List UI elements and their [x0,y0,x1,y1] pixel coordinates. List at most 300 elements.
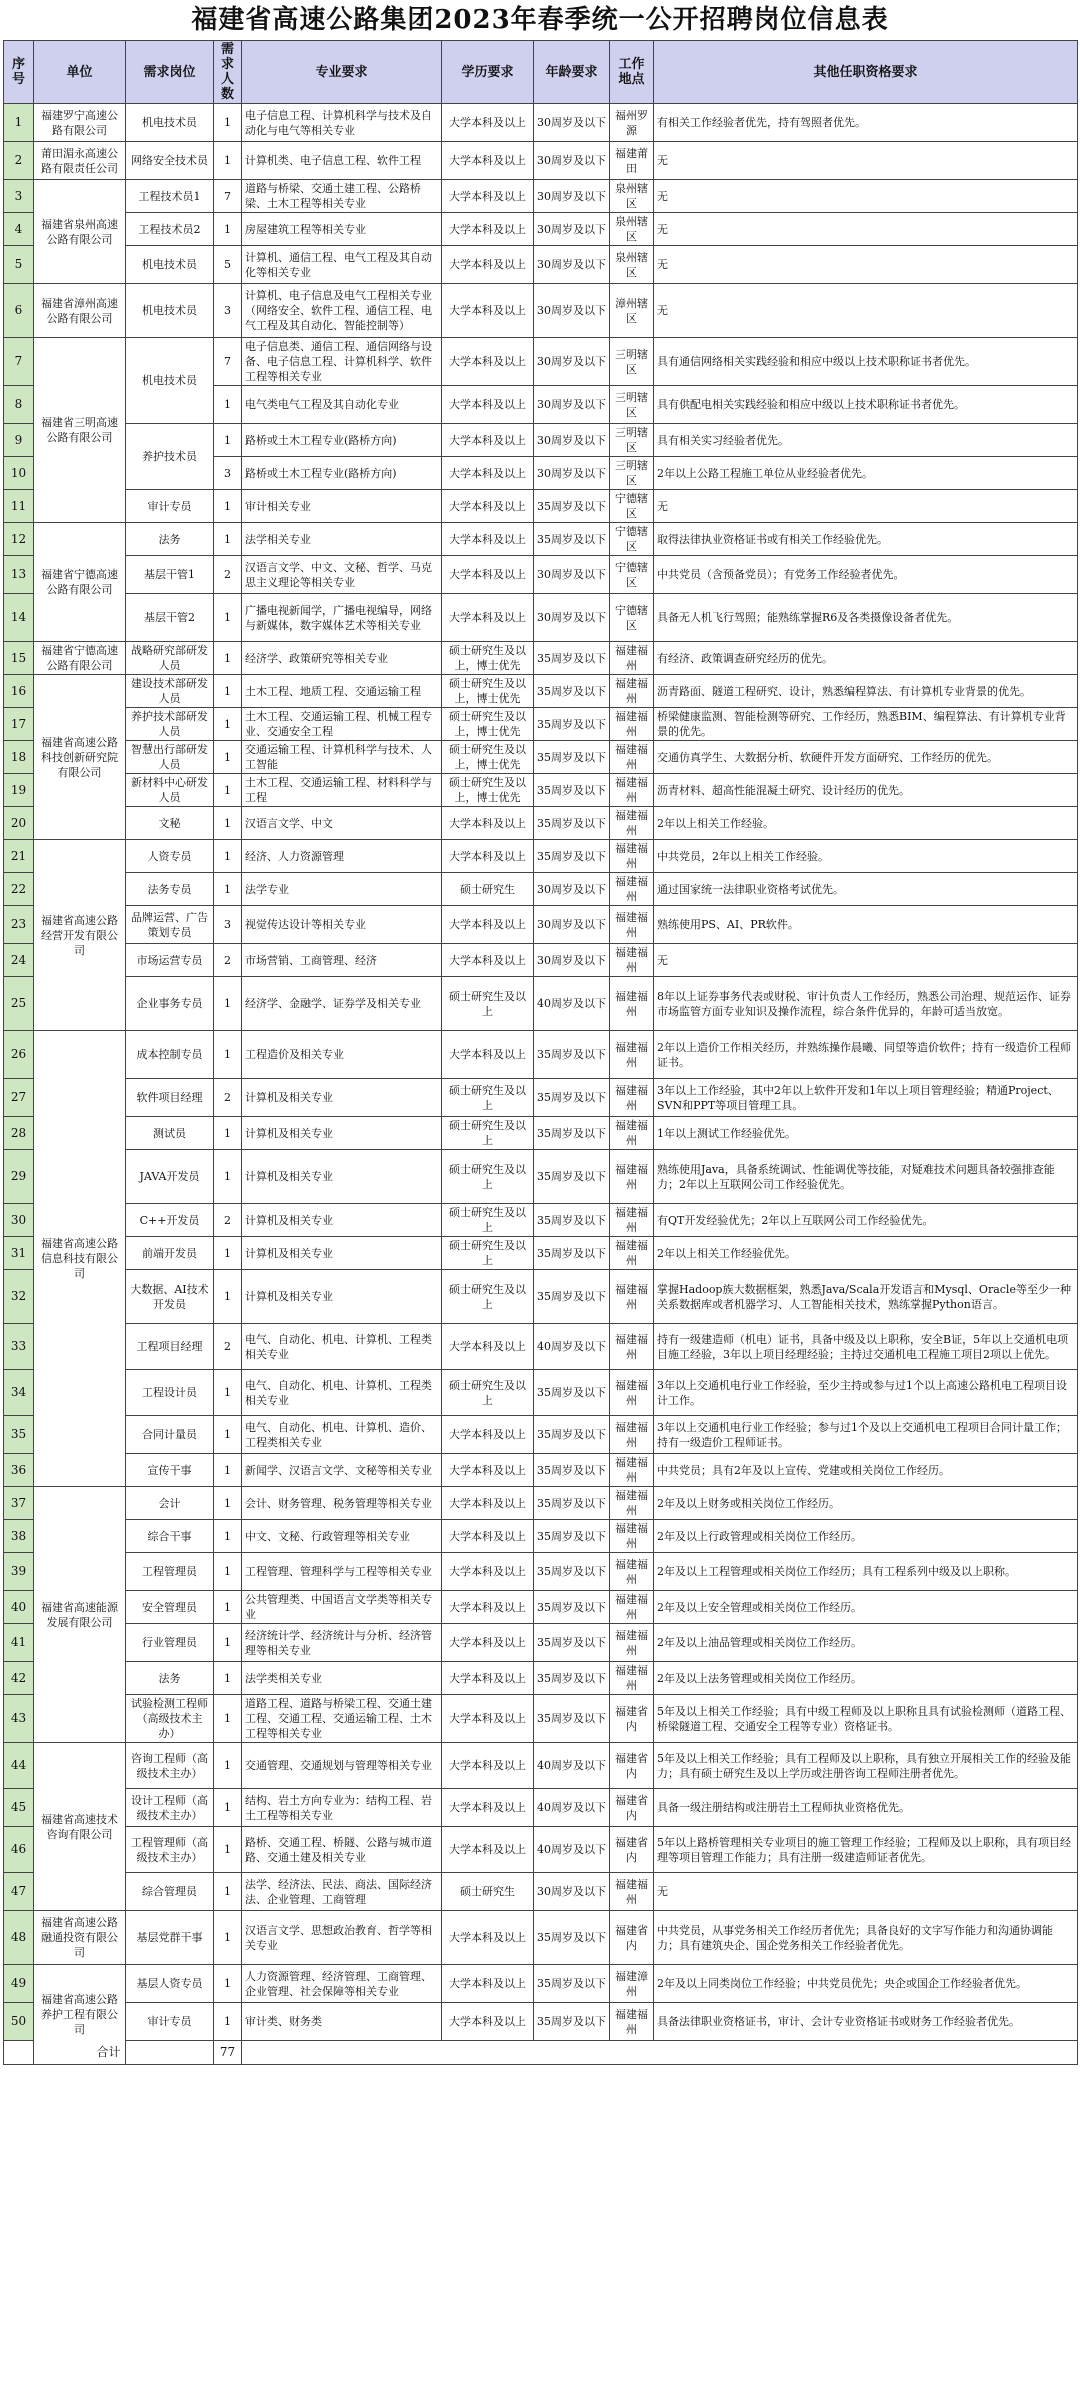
post-cell: 法务 [126,1662,214,1695]
other-requirements-cell: 2年及以上财务或相关岗位工作经历。 [654,1487,1078,1520]
other-requirements-cell: 具有相关实习经验者优先。 [654,424,1078,457]
count-cell: 1 [214,708,242,741]
row-number-cell: 2 [4,142,34,180]
row-number-cell: 8 [4,386,34,424]
major-cell: 电子信息工程、计算机科学与技术及自动化与电气等相关专业 [242,104,442,142]
location-cell: 福建省内 [610,1695,654,1743]
table-row [4,523,1078,556]
table-row [4,424,1078,457]
other-requirements-cell: 2年及以上行政管理或相关岗位工作经历。 [654,1520,1078,1553]
post-cell: C++开发员 [126,1204,214,1237]
row-number-cell: 36 [4,1454,34,1487]
count-cell: 1 [214,1965,242,2003]
other-requirements-cell: 沥青路面、隧道工程研究、设计，熟悉编程算法、有计算机专业背景的优先。 [654,675,1078,708]
other-requirements-cell: 无 [654,284,1078,338]
table-row [4,1873,1078,1911]
table-row [4,594,1078,642]
major-cell: 土木工程、交通运输工程、机械工程专业、交通安全工程 [242,708,442,741]
education-cell: 大学本科及以上 [442,142,534,180]
location-cell: 三明辖区 [610,457,654,490]
major-cell: 计算机、通信工程、电气工程及其自动化等相关专业 [242,246,442,284]
education-cell: 硕士研究生及以上 [442,1370,534,1416]
other-requirements-cell: 2年及以上工程管理或相关岗位工作经历；具有工程系列中级及以上职称。 [654,1553,1078,1591]
post-cell: 软件项目经理 [126,1079,214,1117]
count-cell: 5 [214,246,242,284]
count-cell: 1 [214,1591,242,1624]
post-cell: 网络安全技术员 [126,142,214,180]
age-cell: 35周岁及以下 [534,1117,610,1150]
major-cell: 计算机类、电子信息工程、软件工程 [242,142,442,180]
location-cell: 宁德辖区 [610,490,654,523]
location-cell: 福建福州 [610,1237,654,1270]
location-cell: 福建福州 [610,675,654,708]
row-number-cell: 49 [4,1965,34,2003]
age-cell: 30周岁及以下 [534,338,610,386]
count-cell: 3 [214,284,242,338]
total-label-cell: 合计 [4,2041,214,2065]
location-cell: 福建福州 [610,774,654,807]
location-cell: 福建福州 [610,1553,654,1591]
other-requirements-cell: 交通仿真学生、大数据分析、软硬件开发方面研究、工作经历的优先。 [654,741,1078,774]
major-cell: 法学专业 [242,873,442,906]
table-header-row [4,41,1078,104]
major-cell: 广播电视新闻学，广播电视编导，网络与新媒体，数字媒体艺术等相关专业 [242,594,442,642]
age-cell: 40周岁及以下 [534,977,610,1031]
table-row [4,741,1078,774]
post-cell: 战略研究部研发人员 [126,642,214,675]
unit-cell: 福建省高速公路信息科技有限公司 [34,1031,126,1487]
major-cell: 电气、自动化、机电、计算机、造价、工程类相关专业 [242,1416,442,1454]
unit-cell: 莆田湄永高速公路有限责任公司 [34,142,126,180]
major-cell: 法学相关专业 [242,523,442,556]
table-row [4,807,1078,840]
table-row [4,1370,1078,1416]
other-requirements-cell: 无 [654,246,1078,284]
row-number-cell: 45 [4,1789,34,1827]
post-cell: 品牌运营、广告策划专员 [126,906,214,944]
education-cell: 大学本科及以上 [442,284,534,338]
education-cell: 大学本科及以上 [442,556,534,594]
age-cell: 35周岁及以下 [534,1911,610,1965]
row-number-cell: 37 [4,1487,34,1520]
other-requirements-cell: 无 [654,213,1078,246]
row-number-cell: 30 [4,1204,34,1237]
major-cell: 法学类相关专业 [242,1662,442,1695]
other-requirements-cell: 5年以上路桥管理相关专业项目的施工管理工作经验；工程师及以上职称，具有项目经理等项目管理工作能力；具有注册一级建造师证者优先。 [654,1827,1078,1873]
post-cell: 智慧出行部研发人员 [126,741,214,774]
major-cell: 经济统计学、经济统计与分析、经济管理等相关专业 [242,1624,442,1662]
other-requirements-cell: 具有供配电相关实践经验和相应中级以上技术职称证书者优先。 [654,386,1078,424]
post-cell: 建设技术部研发人员 [126,675,214,708]
post-cell: 市场运营专员 [126,944,214,977]
other-requirements-cell: 沥青材料、超高性能混凝土研究、设计经历的优先。 [654,774,1078,807]
education-cell: 大学本科及以上 [442,1031,534,1079]
count-cell: 1 [214,213,242,246]
count-cell: 1 [214,1789,242,1827]
location-cell: 三明辖区 [610,386,654,424]
post-cell: 宣传干事 [126,1454,214,1487]
table-row [4,2003,1078,2041]
age-cell: 35周岁及以下 [534,1237,610,1270]
age-cell: 35周岁及以下 [534,1520,610,1553]
row-number-cell: 39 [4,1553,34,1591]
table-row [4,708,1078,741]
post-cell: 设计工程师（高级技术主办） [126,1789,214,1827]
education-cell: 大学本科及以上 [442,1454,534,1487]
education-cell: 硕士研究生及以上 [442,1237,534,1270]
major-cell: 工程造价及相关专业 [242,1031,442,1079]
table-row [4,1965,1078,2003]
major-cell: 新闻学、汉语言文学、文秘等相关专业 [242,1454,442,1487]
other-requirements-cell: 熟练使用Java，具备系统调试、性能调优等技能，对疑难技术问题具备较强排查能力；2年以上互联网公司工作经验优先。 [654,1150,1078,1204]
row-number-cell: 6 [4,284,34,338]
location-cell: 福建莆田 [610,142,654,180]
row-number-cell: 12 [4,523,34,556]
table-row [4,1031,1078,1079]
age-cell: 35周岁及以下 [534,741,610,774]
other-requirements-cell: 具备一级注册结构或注册岩土工程师执业资格优先。 [654,1789,1078,1827]
education-cell: 大学本科及以上 [442,213,534,246]
post-cell: 基层干管1 [126,556,214,594]
major-cell: 会计、财务管理、税务管理等相关专业 [242,1487,442,1520]
education-cell: 大学本科及以上 [442,1591,534,1624]
row-number-cell: 26 [4,1031,34,1079]
education-cell: 硕士研究生 [442,873,534,906]
row-number-cell: 28 [4,1117,34,1150]
post-cell: 大数据、AI技术开发员 [126,1270,214,1324]
education-cell: 大学本科及以上 [442,1695,534,1743]
post-cell: 法务专员 [126,873,214,906]
location-cell: 福建福州 [610,1150,654,1204]
post-cell: 测试员 [126,1117,214,1150]
count-cell: 1 [214,104,242,142]
other-requirements-cell: 1年以上测试工作经验优先。 [654,1117,1078,1150]
table-row [4,1624,1078,1662]
unit-cell: 福建省高速公路科技创新研究院有限公司 [34,675,126,840]
age-cell: 35周岁及以下 [534,1487,610,1520]
count-cell: 1 [214,424,242,457]
major-cell: 人力资源管理、经济管理、工商管理、企业管理、社会保障等相关专业 [242,1965,442,2003]
location-cell: 福建福州 [610,1624,654,1662]
row-number-cell: 47 [4,1873,34,1911]
major-cell: 汉语言文学、思想政治教育、哲学等相关专业 [242,1911,442,1965]
row-number-cell: 16 [4,675,34,708]
other-requirements-cell: 3年以上交通机电行业工作经验；参与过1个及以上交通机电工程项目合同计量工作；持有一级造价工程师证书。 [654,1416,1078,1454]
row-number-cell: 50 [4,2003,34,2041]
major-cell: 路桥或土木工程专业(路桥方向) [242,457,442,490]
unit-cell: 福建省宁德高速公路有限公司 [34,642,126,675]
table-row [4,1454,1078,1487]
table-row [4,1827,1078,1873]
education-cell: 大学本科及以上 [442,807,534,840]
education-cell: 大学本科及以上 [442,424,534,457]
age-cell: 35周岁及以下 [534,774,610,807]
age-cell: 30周岁及以下 [534,457,610,490]
row-number-cell: 21 [4,840,34,873]
major-cell: 汉语言文学、中文、文秘、哲学、马克思主义理论等相关专业 [242,556,442,594]
row-number-cell: 20 [4,807,34,840]
age-cell: 30周岁及以下 [534,246,610,284]
location-cell: 漳州辖区 [610,284,654,338]
other-requirements-cell: 2年以上相关工作经验优先。 [654,1237,1078,1270]
other-requirements-cell: 有QT开发经验优先；2年以上互联网公司工作经验优先。 [654,1204,1078,1237]
education-cell: 大学本科及以上 [442,944,534,977]
table-row [4,1520,1078,1553]
count-cell: 1 [214,774,242,807]
other-requirements-cell: 5年及以上相关工作经验；具有中级工程师及以上职称且具有试验检测师（道路工程、桥梁隧道工程、交通安全工程等专业）资格证书。 [654,1695,1078,1743]
location-cell: 泉州辖区 [610,246,654,284]
age-cell: 30周岁及以下 [534,556,610,594]
count-cell: 1 [214,1520,242,1553]
other-requirements-cell: 有相关工作经验者优先，持有驾照者优先。 [654,104,1078,142]
count-cell: 2 [214,1324,242,1370]
count-cell: 1 [214,1743,242,1789]
count-cell: 1 [214,1827,242,1873]
other-requirements-cell: 2年以上公路工程施工单位从业经验者优先。 [654,457,1078,490]
table-row [4,1789,1078,1827]
count-cell: 1 [214,1695,242,1743]
age-cell: 35周岁及以下 [534,1416,610,1454]
location-cell: 福建福州 [610,708,654,741]
major-cell: 结构、岩土方向专业为：结构工程、岩土工程等相关专业 [242,1789,442,1827]
age-cell: 35周岁及以下 [534,1031,610,1079]
total-value-cell: 77 [214,2041,242,2065]
page-title: 福建省高速公路集团2023年春季统一公开招聘岗位信息表 [191,5,889,35]
table-row [4,104,1078,142]
post-cell: 试验检测工程师（高级技术主办） [126,1695,214,1743]
location-cell: 福州罗源 [610,104,654,142]
other-requirements-cell: 2年及以上同类岗位工作经验；中共党员优先；央企或国企工作经验者优先。 [654,1965,1078,2003]
table-row [4,1553,1078,1591]
other-requirements-cell: 2年及以上油品管理或相关岗位工作经历。 [654,1624,1078,1662]
location-cell: 福建福州 [610,807,654,840]
education-cell: 大学本科及以上 [442,104,534,142]
age-cell: 35周岁及以下 [534,1553,610,1591]
major-cell: 电子信息类、通信工程、通信网络与设备、电子信息工程、计算机科学、软件工程等相关专业 [242,338,442,386]
count-cell: 7 [214,338,242,386]
row-number-cell: 15 [4,642,34,675]
post-cell: 基层干管2 [126,594,214,642]
count-cell: 1 [214,1031,242,1079]
major-cell: 计算机及相关专业 [242,1204,442,1237]
other-requirements-cell: 8年以上证券事务代表或财税、审计负责人工作经历，熟悉公司治理、规范运作、证券市场监管方面专业知识及操作流程，综合条件优异的，年龄可适当放宽。 [654,977,1078,1031]
unit-cell: 福建省高速公路经营开发有限公司 [34,840,126,1031]
unit-cell: 福建省高速技术咨询有限公司 [34,1743,126,1911]
major-cell: 经济学、政策研究等相关专业 [242,642,442,675]
table-row [4,642,1078,675]
major-cell: 交通管理、交通规划与管理等相关专业 [242,1743,442,1789]
age-cell: 30周岁及以下 [534,873,610,906]
major-cell: 计算机及相关专业 [242,1150,442,1204]
education-cell: 硕士研究生及以上 [442,1117,534,1150]
major-cell: 市场营销、工商管理、经济 [242,944,442,977]
table-row [4,180,1078,213]
count-cell: 1 [214,1270,242,1324]
table-row [4,944,1078,977]
location-cell: 福建福州 [610,906,654,944]
recruitment-table [3,40,1078,2065]
count-cell: 1 [214,1487,242,1520]
unit-cell: 福建省漳州高速公路有限公司 [34,284,126,338]
row-number-cell: 48 [4,1911,34,1965]
age-cell: 35周岁及以下 [534,1624,610,1662]
age-cell: 35周岁及以下 [534,840,610,873]
age-cell: 35周岁及以下 [534,1454,610,1487]
header-cell: 其他任职资格要求 [654,41,1078,104]
major-cell: 工程管理、管理科学与工程等相关专业 [242,1553,442,1591]
table-row [4,1079,1078,1117]
post-cell: 工程技术员1 [126,180,214,213]
post-cell: 机电技术员 [126,338,214,424]
education-cell: 硕士研究生及以上 [442,1079,534,1117]
header-cell: 需求人数 [214,41,242,104]
total-row [4,2041,1078,2065]
age-cell: 35周岁及以下 [534,807,610,840]
count-cell: 1 [214,1873,242,1911]
row-number-cell: 38 [4,1520,34,1553]
location-cell: 福建福州 [610,1416,654,1454]
location-cell: 福建福州 [610,1520,654,1553]
unit-cell: 福建罗宁高速公路有限公司 [34,104,126,142]
other-requirements-cell: 无 [654,180,1078,213]
table-row [4,675,1078,708]
row-number-cell: 27 [4,1079,34,1117]
education-cell: 硕士研究生及以上，博士优先 [442,741,534,774]
other-requirements-cell: 2年以上造价工作相关经历，并熟练操作晨曦、同望等造价软件；持有一级造价工程师证书。 [654,1031,1078,1079]
location-cell: 宁德辖区 [610,523,654,556]
table-row [4,142,1078,180]
age-cell: 30周岁及以下 [534,424,610,457]
education-cell: 大学本科及以上 [442,1911,534,1965]
table-row [4,774,1078,807]
total-empty-cell [242,2041,1078,2065]
count-cell: 1 [214,642,242,675]
row-number-cell: 35 [4,1416,34,1454]
count-cell: 2 [214,944,242,977]
location-cell: 福建省内 [610,1827,654,1873]
location-cell: 福建福州 [610,1873,654,1911]
major-cell: 路桥、交通工程、桥隧、公路与城市道路、交通土建及相关专业 [242,1827,442,1873]
education-cell: 硕士研究生及以上 [442,977,534,1031]
table-row [4,213,1078,246]
education-cell: 大学本科及以上 [442,490,534,523]
major-cell: 路桥或土木工程专业(路桥方向) [242,424,442,457]
count-cell: 2 [214,1204,242,1237]
post-cell: 行业管理员 [126,1624,214,1662]
age-cell: 35周岁及以下 [534,523,610,556]
major-cell: 法学、经济法、民法、商法、国际经济法、企业管理、工商管理 [242,1873,442,1911]
location-cell: 福建福州 [610,873,654,906]
age-cell: 30周岁及以下 [534,213,610,246]
post-cell: 合同计量员 [126,1416,214,1454]
major-cell: 土木工程、地质工程、交通运输工程 [242,675,442,708]
post-cell: 咨询工程师（高级技术主办） [126,1743,214,1789]
major-cell: 中文、文秘、行政管理等相关专业 [242,1520,442,1553]
age-cell: 35周岁及以下 [534,2003,610,2041]
header-cell: 序号 [4,41,34,104]
post-cell: 综合管理员 [126,1873,214,1911]
count-cell: 1 [214,1416,242,1454]
location-cell: 福建省内 [610,1743,654,1789]
education-cell: 硕士研究生 [442,1873,534,1911]
row-number-cell: 3 [4,180,34,213]
location-cell: 泉州辖区 [610,213,654,246]
education-cell: 大学本科及以上 [442,1487,534,1520]
age-cell: 40周岁及以下 [534,1827,610,1873]
count-cell: 3 [214,457,242,490]
major-cell: 土木工程、交通运输工程、材料科学与工程 [242,774,442,807]
major-cell: 房屋建筑工程等相关专业 [242,213,442,246]
other-requirements-cell: 桥梁健康监测、智能检测等研究、工作经历，熟悉BIM、编程算法、有计算机专业背景的优先。 [654,708,1078,741]
age-cell: 35周岁及以下 [534,1204,610,1237]
post-cell: 基层人资专员 [126,1965,214,2003]
row-number-cell: 11 [4,490,34,523]
education-cell: 硕士研究生及以上，博士优先 [442,642,534,675]
age-cell: 30周岁及以下 [534,180,610,213]
table-row [4,338,1078,386]
major-cell: 交通运输工程、计算机科学与技术、人工智能 [242,741,442,774]
table-row [4,284,1078,338]
location-cell: 福建福州 [610,741,654,774]
location-cell: 泉州辖区 [610,180,654,213]
post-cell: 企业事务专员 [126,977,214,1031]
count-cell: 1 [214,1624,242,1662]
education-cell: 大学本科及以上 [442,1743,534,1789]
age-cell: 30周岁及以下 [534,1873,610,1911]
age-cell: 40周岁及以下 [534,1743,610,1789]
post-cell: JAVA开发员 [126,1150,214,1204]
location-cell: 福建福州 [610,840,654,873]
row-number-cell: 46 [4,1827,34,1873]
other-requirements-cell: 掌握Hadoop族大数据框架，熟悉Java/Scala开发语言和Mysql、Oracle等至少一种关系数据库或者机器学习、人工智能相关技术，熟练掌握Python语言。 [654,1270,1078,1324]
education-cell: 硕士研究生及以上，博士优先 [442,675,534,708]
education-cell: 大学本科及以上 [442,386,534,424]
education-cell: 大学本科及以上 [442,1624,534,1662]
other-requirements-cell: 具备法律职业资格证书，审计、会计专业资格证书或财务工作经验者优先。 [654,2003,1078,2041]
age-cell: 30周岁及以下 [534,142,610,180]
table-body [4,104,1078,2065]
row-number-cell: 4 [4,213,34,246]
age-cell: 40周岁及以下 [534,1324,610,1370]
post-cell: 审计专员 [126,2003,214,2041]
education-cell: 大学本科及以上 [442,1324,534,1370]
count-cell: 1 [214,1237,242,1270]
header-cell: 工作地点 [610,41,654,104]
row-number-cell: 18 [4,741,34,774]
education-cell: 硕士研究生及以上，博士优先 [442,774,534,807]
post-cell: 审计专员 [126,490,214,523]
header-cell: 需求岗位 [126,41,214,104]
age-cell: 35周岁及以下 [534,1965,610,2003]
table-row [4,1150,1078,1204]
age-cell: 35周岁及以下 [534,1150,610,1204]
table-row [4,1270,1078,1324]
table-row [4,906,1078,944]
major-cell: 计算机、电子信息及电气工程相关专业（网络安全、软件工程、通信工程、电气工程及其自动化、智能控制等） [242,284,442,338]
count-cell: 3 [214,906,242,944]
post-cell: 工程管理师（高级技术主办） [126,1827,214,1873]
major-cell: 计算机及相关专业 [242,1270,442,1324]
location-cell: 三明辖区 [610,424,654,457]
location-cell: 福建福州 [610,1370,654,1416]
other-requirements-cell: 2年及以上法务管理或相关岗位工作经历。 [654,1662,1078,1695]
row-number-cell: 14 [4,594,34,642]
location-cell: 三明辖区 [610,338,654,386]
other-requirements-cell: 通过国家统一法律职业资格考试优先。 [654,873,1078,906]
education-cell: 大学本科及以上 [442,457,534,490]
unit-cell: 福建省高速公路融通投资有限公司 [34,1911,126,1965]
other-requirements-cell: 3年以上工作经验，其中2年以上软件开发和1年以上项目管理经验；精通Project、SVN和PPT等项目管理工具。 [654,1079,1078,1117]
